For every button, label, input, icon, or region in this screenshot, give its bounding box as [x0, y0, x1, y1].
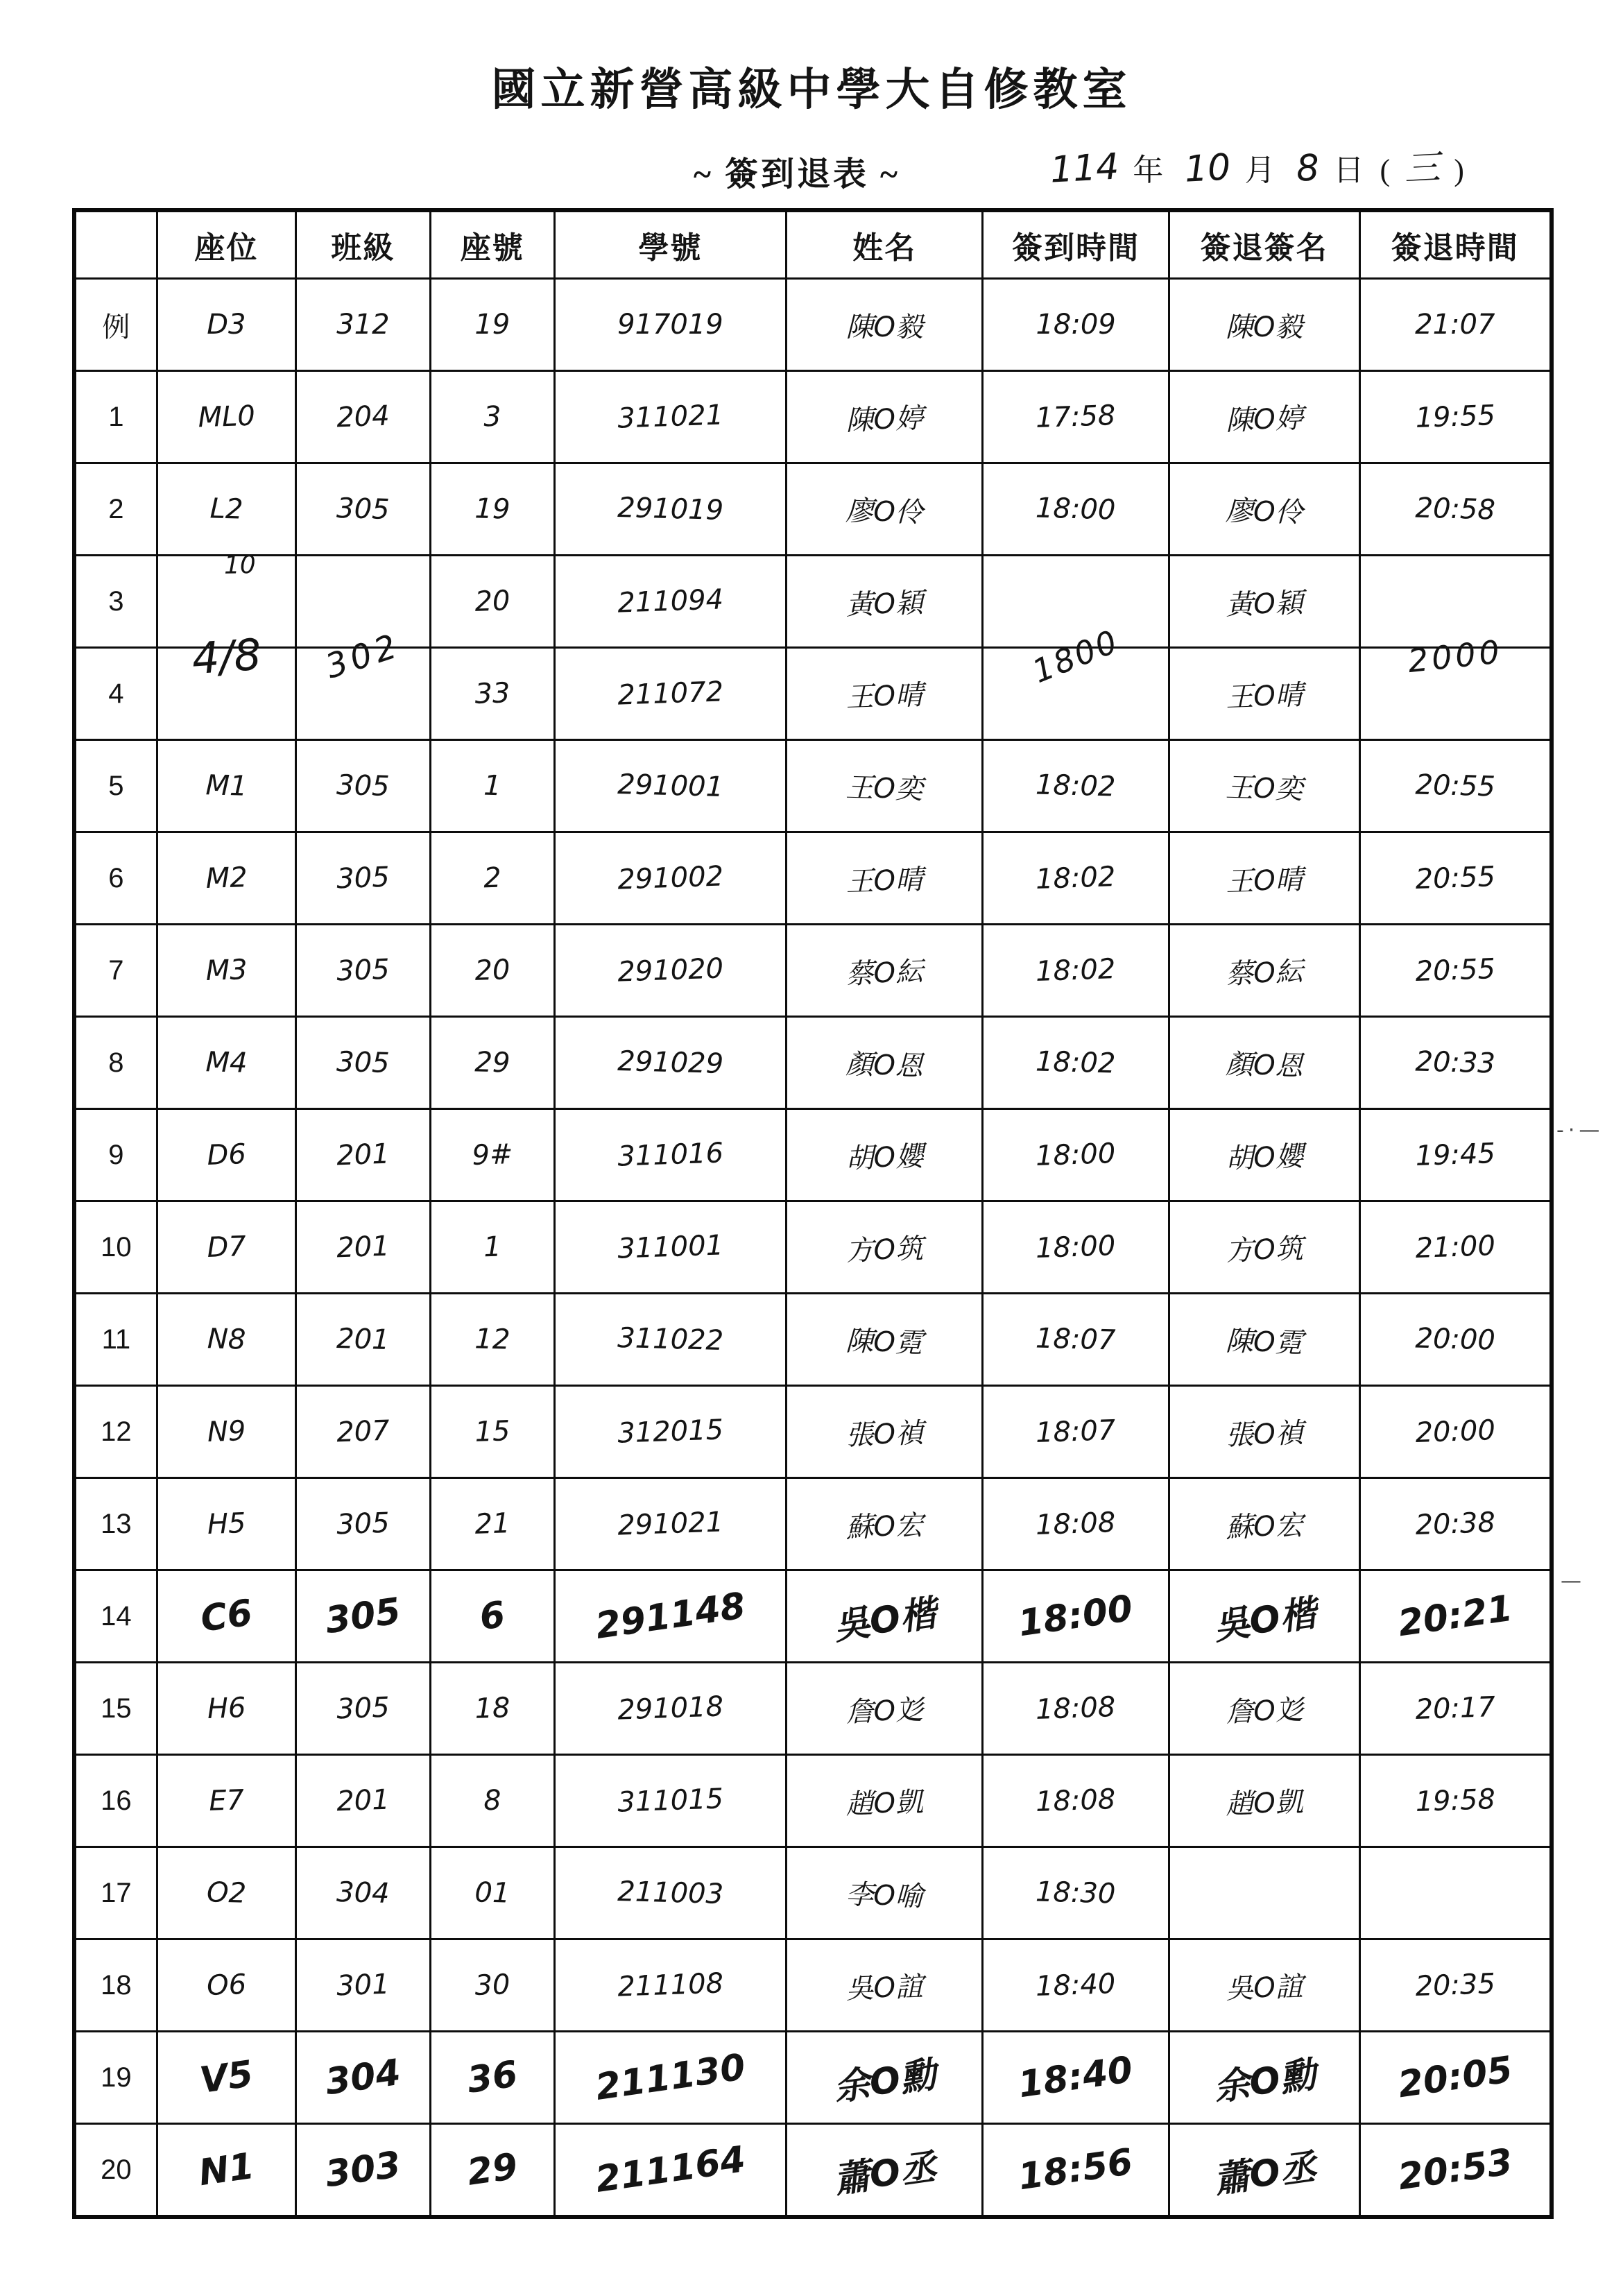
cell-row-number: 6: [74, 832, 157, 925]
cell-name: 李O喻: [787, 1847, 983, 1939]
cell-seat: L2: [157, 463, 295, 556]
cell-seat: N1: [157, 2124, 295, 2218]
col-header-class: 班級: [295, 210, 430, 279]
cell-name: 黃O穎: [787, 556, 983, 648]
cell-name: 詹O彣: [787, 1663, 983, 1755]
cell-signout-signature: 廖O伶: [1169, 463, 1359, 556]
cell-seat-number: 18: [430, 1663, 554, 1755]
cell-name: 陳O霓: [787, 1294, 983, 1386]
cell-name: 蔡O紜: [787, 925, 983, 1017]
table-row-5: [74, 740, 1552, 832]
cell-signout-time: 20:00: [1359, 1386, 1552, 1478]
table-row-7: [74, 925, 1552, 1017]
table-row-18: [74, 1939, 1552, 2032]
cell-seat-number: 6: [430, 1570, 554, 1663]
cell-seat-number: 1: [430, 740, 554, 832]
cell-seat-number: 29: [430, 1017, 554, 1109]
cell-signin-time: 18:07: [983, 1386, 1169, 1478]
cell-name: 蘇O宏: [787, 1478, 983, 1570]
cell-signin-time: 18:00: [983, 1201, 1169, 1294]
cell-row-number: 18: [74, 1939, 157, 2032]
cell-row-number: 2: [74, 463, 157, 556]
cell-signout-signature: [1169, 1847, 1359, 1939]
cell-signin-time: 18:02: [983, 1017, 1169, 1109]
form-subtitle: ~ 簽到退表 ~: [694, 156, 900, 193]
cell-class: 303: [295, 2124, 430, 2218]
cell-signout-time: 20:17: [1359, 1663, 1552, 1755]
cell-signin-time: 18:08: [983, 1478, 1169, 1570]
cell-signout-time: 20:53: [1359, 2124, 1552, 2218]
table-row-6: [74, 832, 1552, 925]
cell-signout-signature: 黃O穎: [1169, 556, 1359, 648]
cell-seat: V5: [157, 2032, 295, 2124]
cell-signin-time: 18:08: [983, 1755, 1169, 1847]
cell-name: 余O勳: [787, 2032, 983, 2124]
paren-close: ): [1454, 153, 1464, 187]
cell-row-number: 20: [74, 2124, 157, 2218]
cell-class: 305: [295, 832, 430, 925]
cell-class: 305: [295, 1017, 430, 1109]
cell-student-id: 291001: [554, 740, 786, 832]
cell-student-id: 291020: [554, 925, 786, 1017]
cell-signin-time: 18:08: [983, 1663, 1169, 1755]
cell-seat-number: 19: [430, 279, 554, 371]
cell-seat-number: 20: [430, 925, 554, 1017]
cell-class: 305: [295, 740, 430, 832]
date-day-label: 日: [1333, 153, 1364, 187]
cell-row-number: 19: [74, 2032, 157, 2124]
cell-row-number: 5: [74, 740, 157, 832]
col-header-index: [74, 210, 157, 279]
cell-signin-time: [983, 648, 1169, 740]
date-year-label: 年: [1133, 153, 1164, 187]
cell-signout-signature: 王O奕: [1169, 740, 1359, 832]
cell-class: 304: [295, 2032, 430, 2124]
cell-signout-time: 20:55: [1359, 925, 1552, 1017]
cell-name: 王O晴: [787, 648, 983, 740]
table-row-4: [74, 648, 1552, 740]
cell-row-number: 14: [74, 1570, 157, 1663]
cell-signout-signature: 余O勳: [1169, 2032, 1359, 2124]
date-day-value: 8: [1295, 147, 1321, 190]
cell-seat-number: 12: [430, 1294, 554, 1386]
table-row-1: [74, 371, 1552, 463]
cell-class: 204: [295, 371, 430, 463]
cell-signout-time: 20:21: [1359, 1570, 1552, 1663]
cell-signin-time: 18:02: [983, 740, 1169, 832]
cell-name: 張O禎: [787, 1386, 983, 1478]
cell-signout-signature: 詹O彣: [1169, 1663, 1359, 1755]
cell-row-number: 4: [74, 648, 157, 740]
cell-signin-time: 18:40: [983, 2032, 1169, 2124]
cell-seat-number: 01: [430, 1847, 554, 1939]
cell-name: 王O奕: [787, 740, 983, 832]
cell-class: 305: [295, 1478, 430, 1570]
cell-row-number: 11: [74, 1294, 157, 1386]
cell-signout-time: 19:55: [1359, 371, 1552, 463]
table-row-例: [74, 279, 1552, 371]
cell-student-id: 917019: [554, 279, 786, 371]
cell-signout-signature: 陳O婷: [1169, 371, 1359, 463]
cell-seat: N8: [157, 1294, 295, 1386]
date-year-value: 114: [1049, 146, 1120, 191]
col-header-signin-time: 簽到時間: [983, 210, 1169, 279]
cell-seat: H6: [157, 1663, 295, 1755]
cell-seat: M2: [157, 832, 295, 925]
col-header-name: 姓名: [787, 210, 983, 279]
cell-signout-signature: 趙O凱: [1169, 1755, 1359, 1847]
cell-signin-time: 18:09: [983, 279, 1169, 371]
cell-name: 吳O誼: [787, 1939, 983, 2032]
table-row-14: [74, 1570, 1552, 1663]
cell-row-number: 1: [74, 371, 157, 463]
cell-signin-time: 18:07: [983, 1294, 1169, 1386]
cell-signout-time: [1359, 1847, 1552, 1939]
cell-name: 顏O恩: [787, 1017, 983, 1109]
cell-seat: M1: [157, 740, 295, 832]
cell-signout-signature: 蕭O丞: [1169, 2124, 1359, 2218]
cell-class: 304: [295, 1847, 430, 1939]
table-row-10: [74, 1201, 1552, 1294]
table-row-17: [74, 1847, 1552, 1939]
col-header-signout-time: 簽退時間: [1359, 210, 1552, 279]
cell-signin-time: 18:00: [983, 1109, 1169, 1201]
cell-signout-time: 20:33: [1359, 1017, 1552, 1109]
cell-student-id: 211130: [554, 2032, 786, 2124]
table-row-12: [74, 1386, 1552, 1478]
table-row-3: [74, 556, 1552, 648]
cell-signout-signature: 王O晴: [1169, 648, 1359, 740]
sign-in-out-table: [72, 208, 1554, 2219]
cell-student-id: 311016: [554, 1109, 786, 1201]
cell-signin-time: 18:00: [983, 463, 1169, 556]
cell-seat-number: 15: [430, 1386, 554, 1478]
cell-class: 201: [295, 1201, 430, 1294]
cell-signin-time: 18:30: [983, 1847, 1169, 1939]
scan-artifact-dash: —: [1561, 1569, 1586, 1593]
table-row-9: [74, 1109, 1552, 1201]
cell-signin-time: 18:40: [983, 1939, 1169, 2032]
cell-seat: M4: [157, 1017, 295, 1109]
date-month-value: 10: [1183, 146, 1232, 191]
cell-row-number: 10: [74, 1201, 157, 1294]
cell-row-number: 例: [74, 279, 157, 371]
cell-class: 302: [295, 556, 430, 648]
cell-student-id: 291019: [554, 463, 786, 556]
cell-student-id: 291002: [554, 832, 786, 925]
cell-class: 201: [295, 1109, 430, 1201]
table-row-2: [74, 463, 1552, 556]
cell-seat-number: 36: [430, 2032, 554, 2124]
cell-seat-number: 21: [430, 1478, 554, 1570]
cell-signout-signature: 王O晴: [1169, 832, 1359, 925]
page-title: 國立新營高級中學大自修教室: [491, 65, 1132, 114]
cell-signout-signature: 顏O恩: [1169, 1017, 1359, 1109]
cell-signout-time: 20:58: [1359, 463, 1552, 556]
table-row-8: [74, 1017, 1552, 1109]
cell-student-id: 291029: [554, 1017, 786, 1109]
scan-artifact-dash: -·—: [1556, 1118, 1604, 1142]
cell-signout-time: 19:58: [1359, 1755, 1552, 1847]
cell-seat: 4/8 10: [157, 556, 295, 648]
cell-signout-time: 20:00: [1359, 1294, 1552, 1386]
cell-signout-time: 21:00: [1359, 1201, 1552, 1294]
cell-signout-time: 20:35: [1359, 1939, 1552, 2032]
table-row-11: [74, 1294, 1552, 1386]
cell-seat: [157, 648, 295, 740]
table-row-19: [74, 2032, 1552, 2124]
col-header-signout-sign: 簽退簽名: [1169, 210, 1359, 279]
cell-seat-number: 1: [430, 1201, 554, 1294]
cell-class: 305: [295, 1663, 430, 1755]
cell-class: 201: [295, 1294, 430, 1386]
cell-seat: N9: [157, 1386, 295, 1478]
cell-seat: M3: [157, 925, 295, 1017]
cell-row-number: 17: [74, 1847, 157, 1939]
header-row: [74, 210, 1552, 279]
cell-signin-time: 18:02: [983, 832, 1169, 925]
cell-student-id: 211108: [554, 1939, 786, 2032]
cell-seat-number: 33: [430, 648, 554, 740]
cell-signout-time: 19:45: [1359, 1109, 1552, 1201]
cell-signout-time: 2000: [1359, 556, 1552, 648]
cell-seat-number: 30: [430, 1939, 554, 2032]
cell-class: 207: [295, 1386, 430, 1478]
cell-seat: D3: [157, 279, 295, 371]
cell-seat: E7: [157, 1755, 295, 1847]
date-month-label: 月: [1244, 153, 1276, 187]
cell-signout-signature: 吳O楷: [1169, 1570, 1359, 1663]
cell-signin-time: 1800: [983, 556, 1169, 648]
cell-seat-number: 3: [430, 371, 554, 463]
cell-student-id: 291018: [554, 1663, 786, 1755]
cell-seat: D6: [157, 1109, 295, 1201]
cell-class: 201: [295, 1755, 430, 1847]
cell-row-number: 16: [74, 1755, 157, 1847]
cell-student-id: 311001: [554, 1201, 786, 1294]
cell-signout-signature: 陳O毅: [1169, 279, 1359, 371]
cell-student-id: 312015: [554, 1386, 786, 1478]
date-weekday-value: 三: [1402, 146, 1442, 191]
cell-signout-time: 20:55: [1359, 832, 1552, 925]
cell-row-number: 15: [74, 1663, 157, 1755]
cell-signout-signature: 蔡O紜: [1169, 925, 1359, 1017]
cell-seat: C6: [157, 1570, 295, 1663]
cell-signout-time: 21:07: [1359, 279, 1552, 371]
cell-name: 方O筑: [787, 1201, 983, 1294]
seat-annotation: 10: [223, 550, 256, 580]
date-line: [1040, 139, 1468, 191]
cell-seat-number: 9#: [430, 1109, 554, 1201]
cell-signin-time: 17:58: [983, 371, 1169, 463]
cell-student-id: 311015: [554, 1755, 786, 1847]
cell-row-number: 7: [74, 925, 157, 1017]
cell-name: 吳O楷: [787, 1570, 983, 1663]
cell-seat: ML0: [157, 371, 295, 463]
cell-class: 305: [295, 463, 430, 556]
cell-name: 蕭O丞: [787, 2124, 983, 2218]
cell-signout-signature: 胡O孆: [1169, 1109, 1359, 1201]
cell-class: 312: [295, 279, 430, 371]
cell-signin-time: 18:00: [983, 1570, 1169, 1663]
cell-signout-time: 20:55: [1359, 740, 1552, 832]
col-header-student-id: 學號: [554, 210, 786, 279]
cell-signin-time: 18:56: [983, 2124, 1169, 2218]
cell-name: 陳O婷: [787, 371, 983, 463]
cell-signout-signature: 陳O霓: [1169, 1294, 1359, 1386]
cell-student-id: 291021: [554, 1478, 786, 1570]
cell-seat-number: 2: [430, 832, 554, 925]
cell-seat: D7: [157, 1201, 295, 1294]
cell-signout-signature: 蘇O宏: [1169, 1478, 1359, 1570]
cell-name: 陳O毅: [787, 279, 983, 371]
cell-class: 305: [295, 1570, 430, 1663]
table-row-13: [74, 1478, 1552, 1570]
cell-name: 廖O伶: [787, 463, 983, 556]
cell-name: 胡O孆: [787, 1109, 983, 1201]
cell-seat: H5: [157, 1478, 295, 1570]
cell-signout-time: 20:38: [1359, 1478, 1552, 1570]
cell-student-id: 211164: [554, 2124, 786, 2218]
cell-student-id: 211003: [554, 1847, 786, 1939]
table-row-15: [74, 1663, 1552, 1755]
cell-seat-number: 29: [430, 2124, 554, 2218]
cell-class: [295, 648, 430, 740]
cell-signout-time: 20:05: [1359, 2032, 1552, 2124]
cell-seat-number: 19: [430, 463, 554, 556]
cell-seat-number: 8: [430, 1755, 554, 1847]
cell-signin-time: 18:02: [983, 925, 1169, 1017]
cell-seat: O6: [157, 1939, 295, 2032]
cell-seat: O2: [157, 1847, 295, 1939]
cell-row-number: 13: [74, 1478, 157, 1570]
cell-row-number: 12: [74, 1386, 157, 1478]
cell-signout-signature: 吳O誼: [1169, 1939, 1359, 2032]
cell-signout-time: [1359, 648, 1552, 740]
cell-class: 301: [295, 1939, 430, 2032]
cell-seat-number: 20: [430, 556, 554, 648]
table-row-16: [74, 1755, 1552, 1847]
cell-name: 趙O凱: [787, 1755, 983, 1847]
cell-row-number: 8: [74, 1017, 157, 1109]
cell-class: 305: [295, 925, 430, 1017]
cell-student-id: 311021: [554, 371, 786, 463]
cell-row-number: 9: [74, 1109, 157, 1201]
table-row-20: [74, 2124, 1552, 2218]
col-header-seat-number: 座號: [430, 210, 554, 279]
paren-open: (: [1380, 153, 1391, 187]
cell-student-id: 311022: [554, 1294, 786, 1386]
cell-student-id: 211072: [554, 648, 786, 740]
cell-row-number: 3: [74, 556, 157, 648]
cell-signout-signature: 張O禎: [1169, 1386, 1359, 1478]
cell-name: 王O晴: [787, 832, 983, 925]
cell-student-id: 291148: [554, 1570, 786, 1663]
col-header-seat: 座位: [157, 210, 295, 279]
cell-signout-signature: 方O筑: [1169, 1201, 1359, 1294]
cell-student-id: 211094: [554, 556, 786, 648]
